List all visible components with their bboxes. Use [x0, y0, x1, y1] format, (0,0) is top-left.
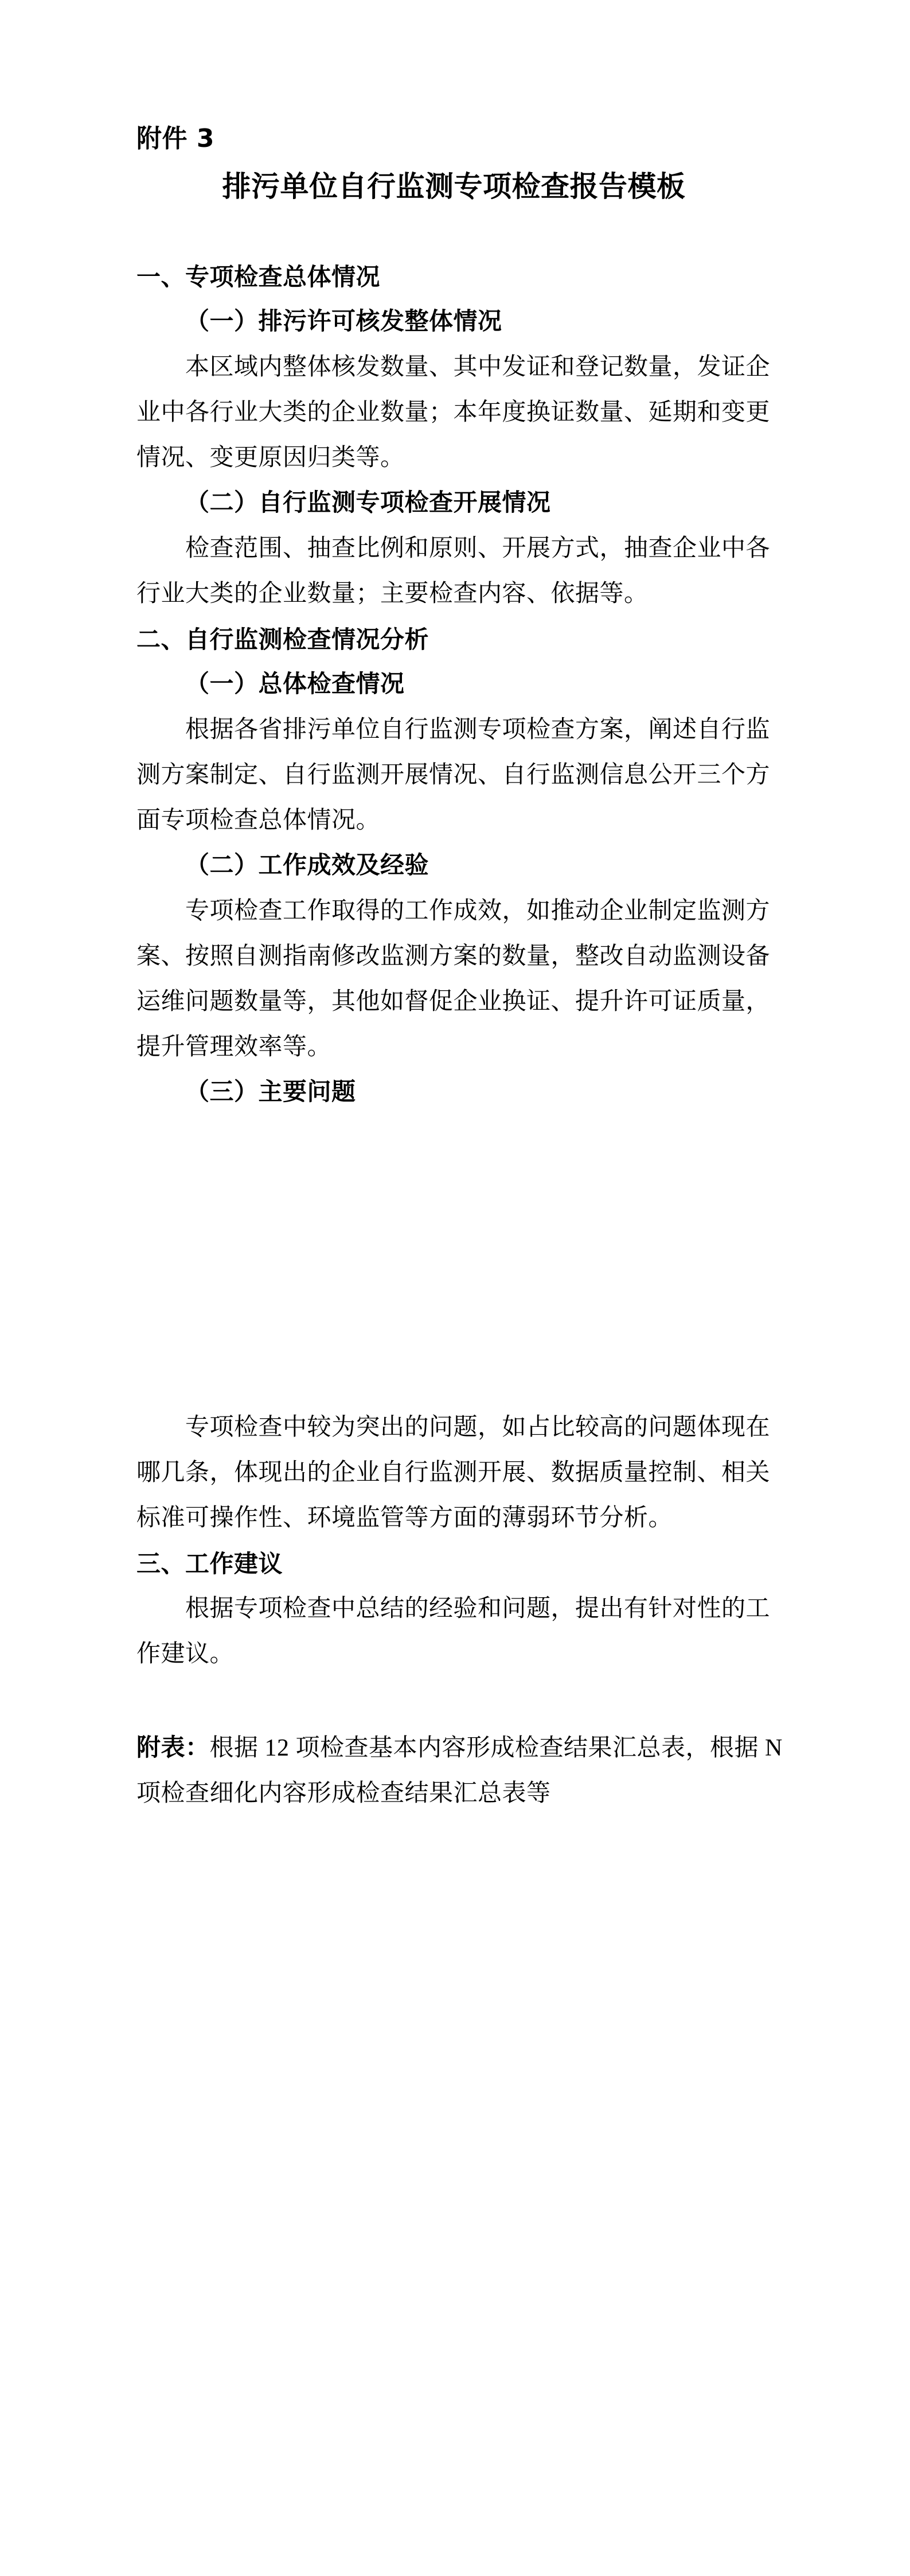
body-line: 情况、变更原因归类等。: [136, 445, 405, 471]
body-line: 测方案制定、自行监测开展情况、自行监测信息公开三个方: [136, 762, 771, 788]
body-line: 根据专项检查中总结的经验和问题，提出有针对性的工: [185, 1596, 771, 1622]
body-line: 专项检查中较为突出的问题，如占比较高的问题体现在: [185, 1414, 771, 1441]
subheading-2-3: （三）主要问题: [185, 1079, 356, 1106]
subheading-1-1: （一）排污许可核发整体情况: [185, 309, 502, 335]
subheading-2-2: （二）工作成效及经验: [185, 853, 429, 879]
body-line: 本区域内整体核发数量、其中发证和登记数量，发证企: [185, 354, 771, 380]
body-line: 检查范围、抽查比例和原则、开展方式，抽查企业中各: [185, 535, 771, 562]
appendix-line: [136, 1725, 783, 1771]
body-line: 标准可操作性、环境监管等方面的薄弱环节分析。: [136, 1505, 673, 1531]
heading-section-1: 一、专项检查总体情况: [136, 263, 381, 291]
body-line: 案、按照自测指南修改监测方案的数量，整改自动监测设备: [136, 943, 771, 970]
document-title: 排污单位自行监测专项检查报告模板: [222, 170, 686, 203]
body-line: 提升管理效率等。: [136, 1034, 332, 1060]
heading-section-3: 三、工作建议: [136, 1550, 283, 1578]
body-line: 作建议。: [136, 1641, 235, 1667]
appendix-text: 根据 12 项检查基本内容形成检查结果汇总表，根据 N: [209, 1735, 783, 1761]
subheading-2-1: （一）总体检查情况: [185, 671, 405, 698]
subheading-1-2: （二）自行监测专项检查开展情况: [185, 490, 551, 516]
body-line: 根据各省排污单位自行监测专项检查方案，阐述自行监: [185, 717, 771, 743]
body-line: 专项检查工作取得的工作成效，如推动企业制定监测方: [185, 898, 771, 924]
body-line: 哪几条，体现出的企业自行监测开展、数据质量控制、相关: [136, 1460, 771, 1486]
body-line: 行业大类的企业数量；主要检查内容、依据等。: [136, 581, 649, 607]
heading-section-2: 二、自行监测检查情况分析: [136, 625, 429, 653]
appendix-label: 附表：: [136, 1733, 210, 1761]
body-line: 业中各行业大类的企业数量；本年度换证数量、延期和变更: [136, 399, 771, 426]
appendix-line: 项检查细化内容形成检查结果汇总表等: [136, 1780, 551, 1807]
body-line: 运维问题数量等，其他如督促企业换证、提升许可证质量，: [136, 989, 771, 1015]
attachment-label: 附件 3: [136, 124, 214, 153]
body-line: 面专项检查总体情况。: [136, 807, 381, 834]
